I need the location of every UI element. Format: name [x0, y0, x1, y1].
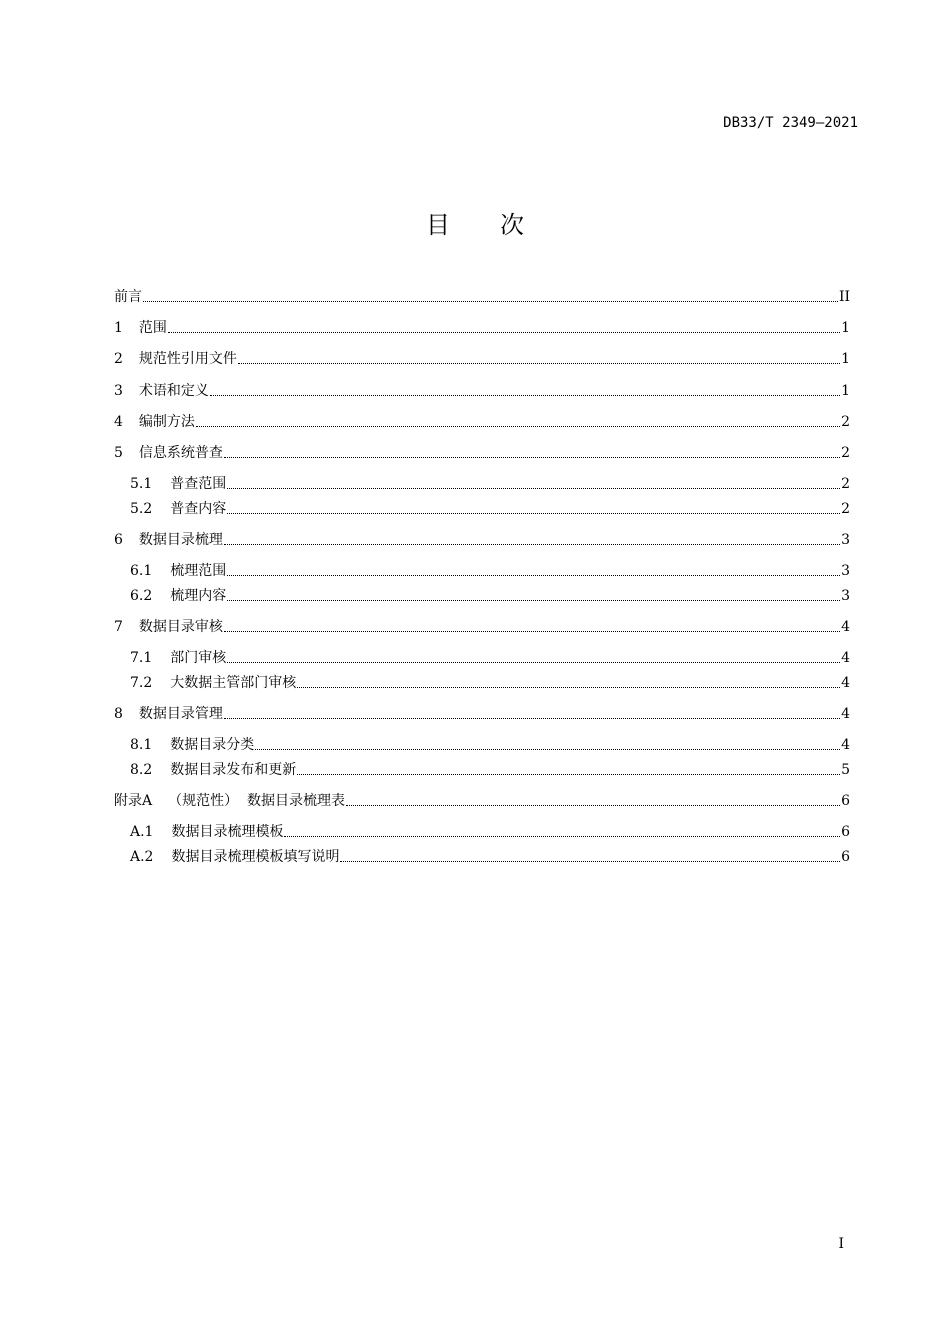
- page-title: 目次: [426, 211, 574, 239]
- toc-entry-page: 2: [841, 501, 850, 517]
- toc-leader-dots: [143, 301, 838, 302]
- toc-entry-label: 数据目录梳理模板: [171, 824, 284, 840]
- toc-leader-dots: [340, 861, 840, 862]
- toc-entry-page: 4: [841, 619, 850, 635]
- toc-entry-number: A.1: [130, 824, 154, 840]
- toc-entry-page: 4: [841, 650, 850, 666]
- toc-leader-dots: [227, 662, 840, 663]
- toc-entry-page: 3: [841, 588, 850, 604]
- toc-entry-label: 普查范围: [170, 476, 227, 492]
- toc-entry[interactable]: [114, 319, 850, 337]
- toc-leader-dots: [227, 575, 840, 576]
- toc-entry-label: （规范性） 数据目录梳理表: [168, 793, 346, 809]
- toc-entry-number: 附录A: [114, 793, 153, 809]
- toc-entry-label: 术语和定义: [138, 383, 209, 399]
- toc-entry-number: 7: [114, 619, 123, 635]
- toc-entry[interactable]: [130, 823, 850, 841]
- toc-entry-page: 2: [841, 476, 850, 492]
- toc-entry[interactable]: [114, 444, 850, 462]
- toc-entry[interactable]: [130, 649, 850, 667]
- toc-entry-label: 梳理内容: [170, 588, 227, 604]
- toc-entry-page: 6: [841, 793, 850, 809]
- toc-entry-number: 8: [114, 706, 123, 722]
- toc-leader-dots: [297, 687, 840, 688]
- toc-entry-label: 编制方法: [138, 414, 195, 430]
- toc-entry[interactable]: [130, 674, 850, 692]
- toc-entry[interactable]: [130, 587, 850, 605]
- toc-entry-number: 5: [114, 445, 123, 461]
- toc-entry-page: 6: [841, 849, 850, 865]
- toc-entry-number: 8.2: [130, 762, 153, 778]
- toc-entry-page: 6: [841, 824, 850, 840]
- toc-entry[interactable]: [114, 413, 850, 431]
- toc-leader-dots: [227, 488, 840, 489]
- toc-leader-dots: [196, 426, 840, 427]
- toc-entry-number: 8.1: [130, 737, 153, 753]
- toc-entry[interactable]: [114, 618, 850, 636]
- toc-leader-dots: [255, 749, 840, 750]
- toc-entry-page: 1: [841, 351, 850, 367]
- toc-entry-label: 规范性引用文件: [138, 351, 237, 367]
- toc-entry-label: 数据目录梳理模板填写说明: [171, 849, 340, 865]
- toc-leader-dots: [346, 805, 840, 806]
- toc-entry-page: 2: [841, 445, 850, 461]
- toc-entry[interactable]: [114, 531, 850, 549]
- toc-entry-label: 数据目录分类: [170, 737, 255, 753]
- toc-leader-dots: [227, 600, 840, 601]
- toc-entry-number: 1: [114, 320, 123, 336]
- toc-entry-label: 数据目录梳理: [138, 532, 223, 548]
- toc-entry-label: 普查内容: [170, 501, 227, 517]
- toc-leader-dots: [168, 332, 840, 333]
- toc-entry-label: 信息系统普查: [138, 445, 223, 461]
- toc-entry-label: 部门审核: [170, 650, 227, 666]
- toc-leader-dots: [284, 836, 840, 837]
- toc-entry-label: 数据目录管理: [138, 706, 223, 722]
- toc-entry-page: 3: [841, 563, 850, 579]
- toc-entry-number: A.2: [130, 849, 154, 865]
- toc-leader-dots: [224, 631, 840, 632]
- toc-entry-number: 5.1: [130, 476, 153, 492]
- toc-entry[interactable]: [114, 382, 850, 400]
- toc-entry[interactable]: [130, 761, 850, 779]
- toc-entry-number: 7.1: [130, 650, 153, 666]
- toc-entry-page: 5: [841, 762, 850, 778]
- toc-entry-number: 2: [114, 351, 123, 367]
- toc-entry-page: 3: [841, 532, 850, 548]
- toc-entry-number: 6.1: [130, 563, 153, 579]
- toc-entry-number: 4: [114, 414, 123, 430]
- toc-entry-page: 4: [841, 706, 850, 722]
- toc-entry[interactable]: [130, 562, 850, 580]
- toc-entry-label: 前言: [114, 289, 142, 305]
- standard-code: DB33/T 2349—2021: [723, 115, 858, 131]
- toc-entry-number: 3: [114, 383, 123, 399]
- toc-entry[interactable]: [130, 736, 850, 754]
- toc-entry[interactable]: [130, 500, 850, 518]
- toc-entry-number: 7.2: [130, 675, 153, 691]
- toc-entry-number: 6.2: [130, 588, 153, 604]
- toc-leader-dots: [297, 774, 840, 775]
- toc-leader-dots: [224, 457, 840, 458]
- toc-entry[interactable]: [130, 848, 850, 866]
- toc-leader-dots: [224, 718, 840, 719]
- toc-entry-label: 数据目录审核: [138, 619, 223, 635]
- toc-entry-label: 梳理范围: [170, 563, 227, 579]
- toc-entry[interactable]: [130, 475, 850, 493]
- toc-entry[interactable]: [114, 350, 850, 368]
- toc-entry[interactable]: [114, 705, 850, 723]
- toc-entry-page: II: [838, 289, 850, 305]
- toc-entry-page: 4: [841, 737, 850, 753]
- toc-leader-dots: [210, 395, 840, 396]
- toc-entry[interactable]: [114, 792, 850, 810]
- toc-leader-dots: [224, 544, 840, 545]
- page-number: I: [838, 1236, 844, 1252]
- toc-leader-dots: [238, 363, 840, 364]
- toc-entry-label: 大数据主管部门审核: [170, 675, 297, 691]
- toc-entry[interactable]: [114, 288, 850, 306]
- toc-entry-page: 4: [841, 675, 850, 691]
- toc-entry-number: 6: [114, 532, 123, 548]
- toc-entry-label: 数据目录发布和更新: [170, 762, 297, 778]
- toc-entry-number: 5.2: [130, 501, 153, 517]
- toc-entry-page: 2: [841, 414, 850, 430]
- toc-entry-label: 范围: [138, 320, 167, 336]
- toc-entry-page: 1: [841, 383, 850, 399]
- toc-entry-page: 1: [841, 320, 850, 336]
- toc-leader-dots: [227, 513, 840, 514]
